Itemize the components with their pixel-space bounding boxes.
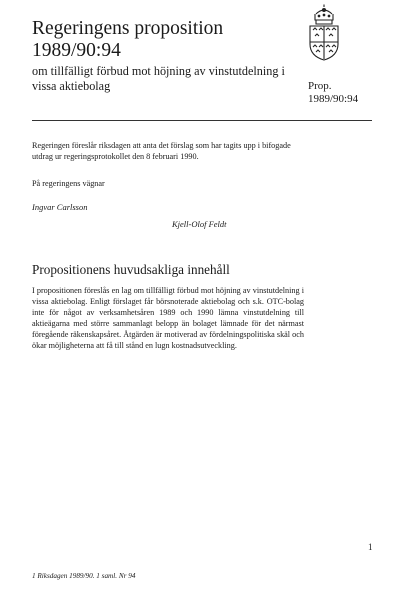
proposition-number-title: 1989/90:94 bbox=[32, 40, 121, 61]
page-number: 1 bbox=[368, 542, 373, 552]
on-behalf-line: På regeringens vägnar bbox=[32, 179, 105, 188]
proposition-reference bbox=[308, 80, 358, 106]
prop-label: Prop. bbox=[308, 80, 332, 92]
header-divider bbox=[32, 120, 372, 121]
intro-paragraph: Regeringen föreslår riksdagen att anta det förslag som har tagits upp i bifogade utdrag ur regeringsprotokollet den 8 februari 1990. bbox=[32, 141, 291, 161]
document-subtitle: om tillfälligt förbud mot höjning av vinstutdelning i vissa aktiebolag bbox=[32, 64, 285, 93]
document-title: Regeringens proposition bbox=[32, 18, 224, 39]
section-body: I propositionen föreslås en lag om tillfälligt förbud mot höjning av vinstutdelning i vissa aktiebolag. Enligt förslaget får börsnoterade aktiebolag och s.k. OTC-bolag inte för något av verksamhetsåren 1989 och 1990 lämna vinstutdelning till aktieägarna med större sammanlagt belopp än bolaget lämnade för det närmast föregående räkenskapsåret. Åtgärden är motiverad av fördelningspolitiska skäl och ökar möjligheterna att få till stånd en lugn kostnadsutveckling. bbox=[32, 286, 304, 350]
signature-prime-minister: Ingvar Carlsson bbox=[32, 202, 88, 212]
swedish-crest-icon bbox=[302, 4, 346, 62]
signature-minister: Kjell-Olof Feldt bbox=[172, 219, 227, 229]
page-footer: 1 Riksdagen 1989/90. 1 saml. Nr 94 bbox=[32, 572, 136, 580]
prop-number: 1989/90:94 bbox=[308, 93, 359, 105]
section-heading: Propositionens huvudsakliga innehåll bbox=[32, 262, 230, 277]
